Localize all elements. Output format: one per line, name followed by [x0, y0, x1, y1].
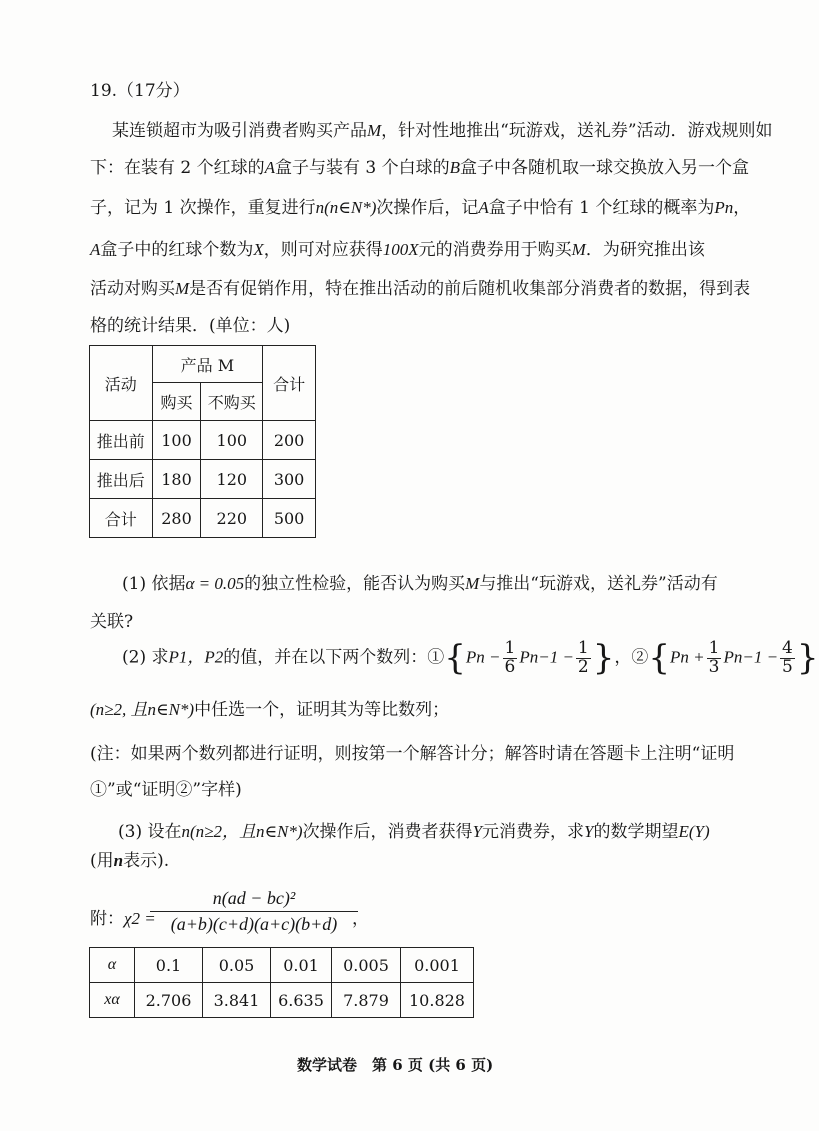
text: 下：在装有 2 个红球的 — [90, 158, 265, 178]
math: M — [465, 574, 480, 593]
numerator: n(ad − bc)² — [150, 888, 358, 912]
text: ， — [614, 647, 632, 668]
contingency-table — [89, 345, 316, 538]
text: 元消费券，求 — [482, 822, 585, 842]
math: 100X — [382, 240, 419, 259]
text: ．为研究推出该 — [585, 240, 705, 260]
text: 盒子与装有 3 个白球的 — [275, 158, 450, 178]
text: 某连锁超市为吸引消费者购买产品 — [112, 121, 367, 141]
numerator: 4 — [782, 637, 793, 658]
cell: 6.635 — [271, 983, 332, 1018]
text: 活动对购买 — [90, 279, 175, 299]
fraction — [707, 637, 722, 677]
text: ② — [631, 647, 649, 668]
text: 表示). — [123, 851, 170, 871]
math: B — [449, 158, 461, 177]
math: χ2 = — [124, 909, 156, 928]
text: (注：如果两个数列都进行证明，则按第一个解答计分；解答时请在答题卡上注明“证明 — [90, 744, 735, 764]
header-product: 产品 M — [152, 346, 263, 383]
math: P1，P2 — [168, 647, 224, 667]
fraction — [576, 637, 591, 677]
appendix-label — [90, 904, 156, 929]
text: 元的消费券用于购买 — [418, 240, 572, 260]
math: (n≥2, 且n∈N*) — [90, 700, 195, 719]
cell: 100 — [201, 421, 263, 460]
text: 中任选一个，证明其为等比数列； — [194, 700, 450, 720]
part3-line-2 — [90, 846, 169, 871]
part1-line-2 — [90, 607, 133, 632]
row-label: xα — [90, 983, 135, 1018]
cell: 0.01 — [271, 948, 332, 983]
text: 的独立性检验，能否认为购买 — [244, 574, 466, 594]
text: (3) 设在 — [118, 822, 182, 842]
math: X — [253, 240, 264, 259]
text: ，则可对应获得 — [263, 240, 383, 260]
denominator: 2 — [577, 656, 589, 677]
numerator: 1 — [504, 637, 516, 658]
cell: 180 — [152, 460, 201, 499]
cell: 7.879 — [332, 983, 401, 1018]
stem-line-3 — [90, 193, 750, 218]
note-line-2 — [90, 775, 242, 800]
header-total: 合计 — [263, 346, 316, 421]
stem-line-5 — [90, 274, 750, 299]
math: n — [113, 851, 124, 870]
text: (1) 依据 — [122, 574, 186, 594]
text: 盒子中恰有 1 个红球的概率为 — [488, 198, 715, 218]
cell: 0.005 — [332, 948, 401, 983]
stem-line-6 — [90, 311, 290, 336]
note-line-1 — [90, 739, 734, 764]
text: 子，记为 1 次操作，重复进行 — [90, 198, 316, 218]
math: n(n∈N*) — [315, 198, 377, 217]
part3-line-1 — [118, 817, 710, 842]
text: 与推出“玩游戏，送礼券”活动有 — [479, 574, 718, 594]
denominator: 6 — [504, 656, 516, 677]
question-score: （17分） — [117, 81, 190, 101]
denominator: 5 — [782, 656, 793, 677]
cell: 500 — [263, 499, 316, 538]
header-not-buy: 不购买 — [201, 383, 263, 421]
math: A — [264, 158, 276, 177]
cell: 220 — [201, 499, 263, 538]
cell: 280 — [152, 499, 201, 538]
text: 格的统计结果．(单位：人) — [90, 316, 291, 336]
page-footer: 数学试卷 第 6 页 (共 6 页) — [297, 1056, 494, 1074]
text: (用 — [90, 851, 114, 871]
row-label: 合计 — [90, 499, 153, 538]
cell: 120 — [201, 460, 263, 499]
stem-line-4 — [90, 235, 705, 260]
text: ， — [733, 198, 751, 218]
row-label: 推出后 — [90, 460, 153, 499]
cell: 2.706 — [135, 983, 203, 1018]
part1-line-1 — [122, 569, 718, 594]
math: Y — [472, 822, 483, 841]
text: ，针对性地推出“玩游戏，送礼券”活动．游戏规则如 — [381, 121, 773, 141]
math: Pn−1 − — [519, 647, 574, 667]
math: E(Y) — [678, 822, 710, 841]
cell: 10.828 — [401, 983, 474, 1018]
denominator: (a+b)(c+d)(a+c)(b+d) — [170, 914, 338, 934]
cell: 0.001 — [401, 948, 474, 983]
chi-square-formula — [150, 888, 358, 935]
critical-value-table — [89, 947, 474, 1018]
text: ①”或“证明②”字样) — [90, 780, 242, 800]
fraction — [780, 637, 795, 677]
right-brace-icon: } — [592, 638, 615, 678]
stem-line-1 — [112, 116, 773, 141]
numerator: 1 — [577, 637, 589, 658]
left-brace-icon: { — [648, 638, 671, 678]
text: 次操作后，记 — [376, 198, 479, 218]
math: Pn−1 − — [723, 647, 779, 667]
question-heading — [90, 76, 190, 101]
row-label: 推出前 — [90, 421, 153, 460]
denominator: 3 — [708, 656, 720, 677]
cell: 3.841 — [203, 983, 271, 1018]
text: 次操作后，消费者获得 — [302, 822, 473, 842]
text: 盒子中的红球个数为 — [100, 240, 254, 260]
math: M — [571, 240, 586, 259]
part2-line-1 — [122, 638, 819, 678]
fraction — [503, 637, 518, 677]
text: 盒子中各随机取一球交换放入另一个盒 — [460, 158, 750, 178]
math: Pn — [714, 198, 734, 217]
text: 关联? — [90, 612, 134, 632]
stem-line-2 — [90, 153, 749, 178]
cell: 0.05 — [203, 948, 271, 983]
math: M — [175, 279, 190, 298]
math: M — [367, 121, 382, 140]
numerator: 1 — [708, 637, 720, 658]
text: 的值，并在以下两个数列： — [223, 647, 428, 668]
cell: 200 — [263, 421, 316, 460]
appendix-tail — [352, 904, 369, 929]
math: Pn + — [670, 647, 705, 667]
text: ， — [352, 909, 369, 929]
math: Pn − — [465, 647, 501, 667]
left-brace-icon: { — [444, 638, 466, 678]
header-activity: 活动 — [90, 346, 153, 421]
text: 附： — [90, 909, 124, 929]
math: A — [90, 240, 101, 259]
cell: 300 — [263, 460, 316, 499]
text: 的数学期望 — [593, 822, 679, 842]
math: n(n≥2，且n∈N*) — [181, 822, 303, 841]
question-number: 19. — [90, 81, 118, 101]
text: ① — [427, 647, 445, 668]
text: 是否有促销作用，特在推出活动的前后随机收集部分消费者的数据，得到表 — [189, 279, 751, 299]
cell: 0.1 — [135, 948, 203, 983]
header-buy: 购买 — [152, 383, 201, 421]
part2-line-2 — [90, 695, 449, 720]
right-brace-icon: } — [796, 638, 819, 678]
text: (2) 求 — [122, 647, 169, 668]
math: Y — [584, 822, 594, 841]
row-label: α — [90, 948, 135, 983]
math: α = 0.05 — [185, 574, 245, 593]
math: A — [478, 198, 489, 217]
cell: 100 — [152, 421, 201, 460]
